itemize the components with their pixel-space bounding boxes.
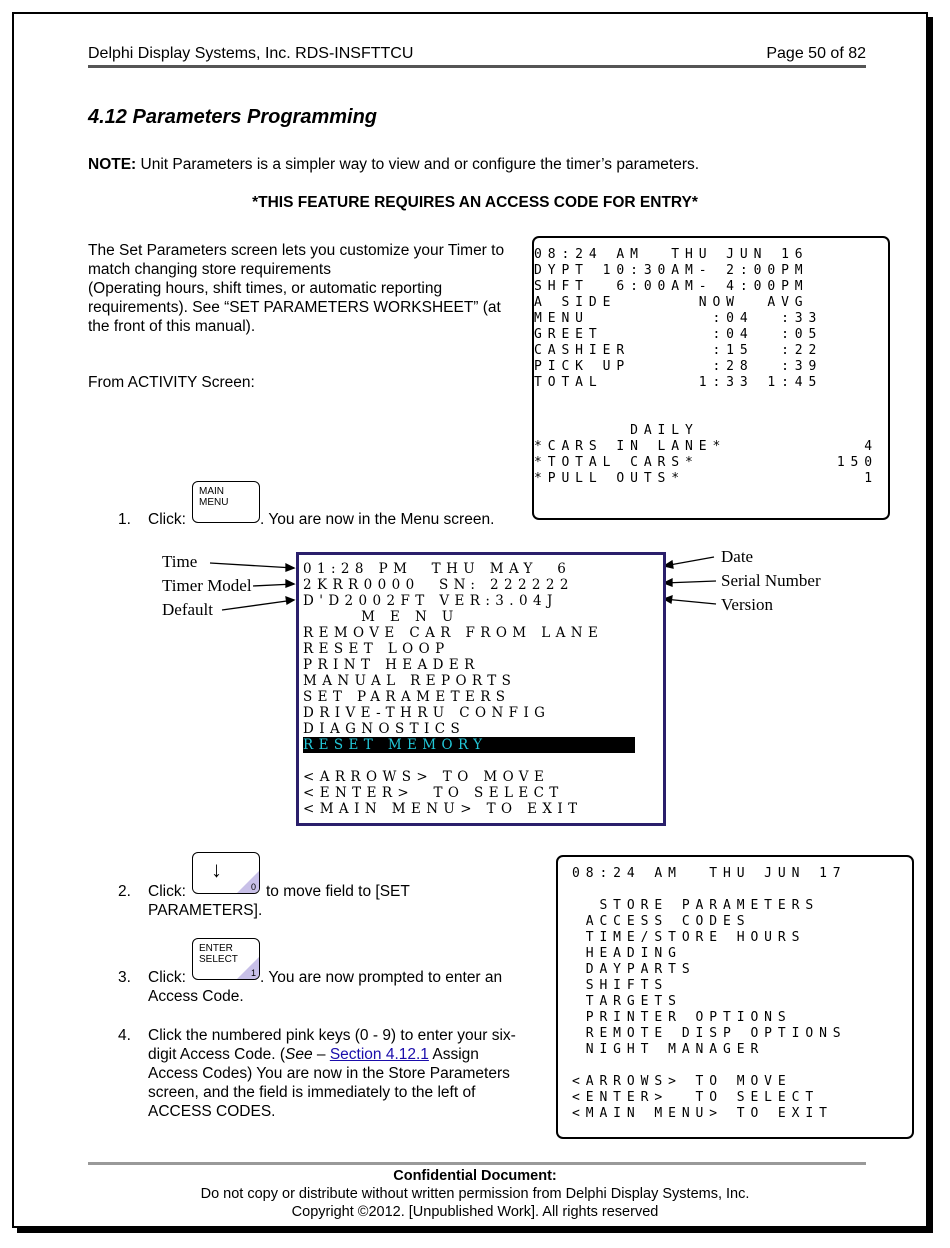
page-number: Page 50 of 82	[766, 45, 866, 62]
from-activity: From ACTIVITY Screen:	[88, 374, 255, 391]
menu-item-set-parameters[interactable]: SET PARAMETERS	[303, 689, 511, 705]
enter-select-key-label: ENTER SELECT	[199, 943, 238, 965]
lcd-row: CASHIER :15 :22	[534, 343, 823, 358]
lcd-row: <ENTER> TO SELECT	[572, 1090, 820, 1105]
store-item[interactable]: SHIFTS	[572, 978, 669, 993]
store-item[interactable]: PRINTER OPTIONS	[572, 1010, 792, 1025]
callout-serial-number: Serial Number	[721, 571, 821, 590]
access-notice: *THIS FEATURE REQUIRES AN ACCESS CODE FOR ENTRY*	[252, 194, 698, 211]
footer-line-1: Do not copy or distribute without written permission from Delphi Display Systems, Inc.	[200, 1186, 750, 1202]
lcd-row: PICK UP :28 :39	[534, 359, 823, 374]
callout-version: Version	[721, 595, 773, 614]
footer-line-2: Copyright ©2012. [Unpublished Work]. All rights reserved	[291, 1204, 659, 1220]
header-title: Delphi Display Systems, Inc. RDS-INSFTTCU	[88, 45, 414, 62]
lcd-row: MENU :04 :33	[534, 311, 823, 326]
menu-row: <ARROWS> TO MOVE	[303, 769, 550, 785]
step-number: 4.	[118, 1027, 131, 1044]
step-number: 2.	[118, 883, 131, 900]
section-link[interactable]: Section 4.12.1	[329, 1046, 429, 1063]
menu-item-selected[interactable]: RESET MEMORY	[303, 737, 635, 753]
section-title: 4.12 Parameters Programming	[88, 106, 378, 128]
lcd-row: <MAIN MENU> TO EXIT	[572, 1106, 833, 1121]
lcd-row: SHFT 6:00AM- 4:00PM	[534, 279, 809, 294]
callout-default: Default	[162, 600, 213, 619]
key-number: 0	[250, 882, 256, 892]
lcd-row: *PULL OUTS* 1	[534, 471, 878, 486]
enter-select-key[interactable]	[192, 938, 260, 980]
down-arrow-key[interactable]	[192, 852, 260, 894]
menu-item[interactable]: DIAGNOSTICS	[303, 721, 466, 737]
step-1-before: Click:	[148, 511, 186, 528]
store-item[interactable]: DAYPARTS	[572, 962, 696, 977]
menu-screen	[296, 552, 666, 826]
menu-item[interactable]: DRIVE-THRU CONFIG	[303, 705, 551, 721]
store-item[interactable]: TIME/STORE HOURS	[572, 930, 806, 945]
menu-item[interactable]: MANUAL REPORTS	[303, 673, 517, 689]
menu-item[interactable]: RESET LOOP	[303, 641, 450, 657]
menu-item[interactable]: REMOVE CAR FROM LANE	[303, 625, 604, 641]
intro-line-2: (Operating hours, shift times, or automatic reporting requirements). See “SET PARAMETERS WORKSHEET” (at the front of this manual).	[88, 280, 501, 335]
menu-row: <MAIN MENU> TO EXIT	[303, 801, 583, 817]
lcd-row: STORE PARAMETERS	[572, 898, 820, 913]
menu-row: <ENTER> TO SELECT	[303, 785, 564, 801]
lcd-row: GREET :04 :05	[534, 327, 823, 342]
lcd-row: DYPT 10:30AM- 2:00PM	[534, 263, 809, 278]
footer-title: Confidential Document:	[393, 1168, 557, 1184]
intro-line-1: The Set Parameters screen lets you customize your Timer to match changing store requirements	[88, 242, 505, 278]
store-parameters-screen	[556, 855, 914, 1139]
note-label: NOTE:	[88, 156, 137, 173]
menu-row: 2KRR0000 SN: 222222	[303, 577, 574, 593]
step-3-after-2: Access Code.	[148, 988, 244, 1005]
footer-divider	[88, 1162, 866, 1165]
lcd-row: <ARROWS> TO MOVE	[572, 1074, 792, 1089]
callout-date: Date	[721, 547, 754, 566]
callout-timer-model: Timer Model	[162, 576, 252, 595]
store-item-access-codes[interactable]: ACCESS CODES	[572, 914, 751, 929]
step-4-line-3: Access Codes) You are now in the Store Parameters	[148, 1065, 510, 1082]
store-item[interactable]: REMOTE DISP OPTIONS	[572, 1026, 847, 1041]
menu-row: 01:28 PM THU MAY 6	[303, 561, 572, 577]
down-arrow-icon: ↓	[211, 857, 222, 882]
step-4-line-5: ACCESS CODES.	[148, 1103, 276, 1120]
step-3-before: Click:	[148, 969, 186, 986]
lcd-row: A SIDE NOW AVG	[534, 295, 809, 310]
step-number: 1.	[118, 511, 131, 528]
lcd-row: *TOTAL CARS* 150	[534, 455, 878, 470]
step-4-line-2: digit Access Code. (See – Section 4.12.1 Assign	[148, 1046, 479, 1063]
callout-time: Time	[162, 552, 198, 571]
menu-item[interactable]: PRINT HEADER	[303, 657, 480, 673]
lcd-row: TOTAL 1:33 1:45	[534, 375, 823, 390]
main-menu-key-label: MAIN MENU	[199, 486, 229, 508]
key-number: 1	[250, 968, 256, 978]
step-2-after-2: PARAMETERS].	[148, 902, 263, 919]
store-item[interactable]: NIGHT MANAGER	[572, 1042, 765, 1057]
store-item[interactable]: TARGETS	[572, 994, 682, 1009]
note-text: Unit Parameters is a simpler way to view and or configure the timer’s parameters.	[136, 156, 700, 173]
step-4-line-1: Click the numbered pink keys (0 - 9) to enter your six-	[148, 1027, 516, 1044]
lcd-row: *CARS IN LANE* 4	[534, 439, 878, 454]
step-1-after: . You are now in the Menu screen.	[260, 511, 495, 528]
step-number: 3.	[118, 969, 131, 986]
lcd-row: DAILY	[534, 423, 699, 438]
menu-row: M E N U	[303, 609, 459, 625]
step-3-after: . You are now prompted to enter an	[260, 969, 503, 986]
step-2-after: to move field to [SET	[266, 883, 410, 900]
store-item[interactable]: HEADING	[572, 946, 682, 961]
menu-row: D'D2002FT VER:3.04J	[303, 593, 558, 609]
step-2-before: Click:	[148, 883, 186, 900]
step-4-line-4: screen, and the field is immediately to the left of	[148, 1084, 476, 1101]
lcd-row: 08:24 AM THU JUN 17	[572, 866, 847, 881]
lcd-row: 08:24 AM THU JUN 16	[534, 247, 809, 262]
